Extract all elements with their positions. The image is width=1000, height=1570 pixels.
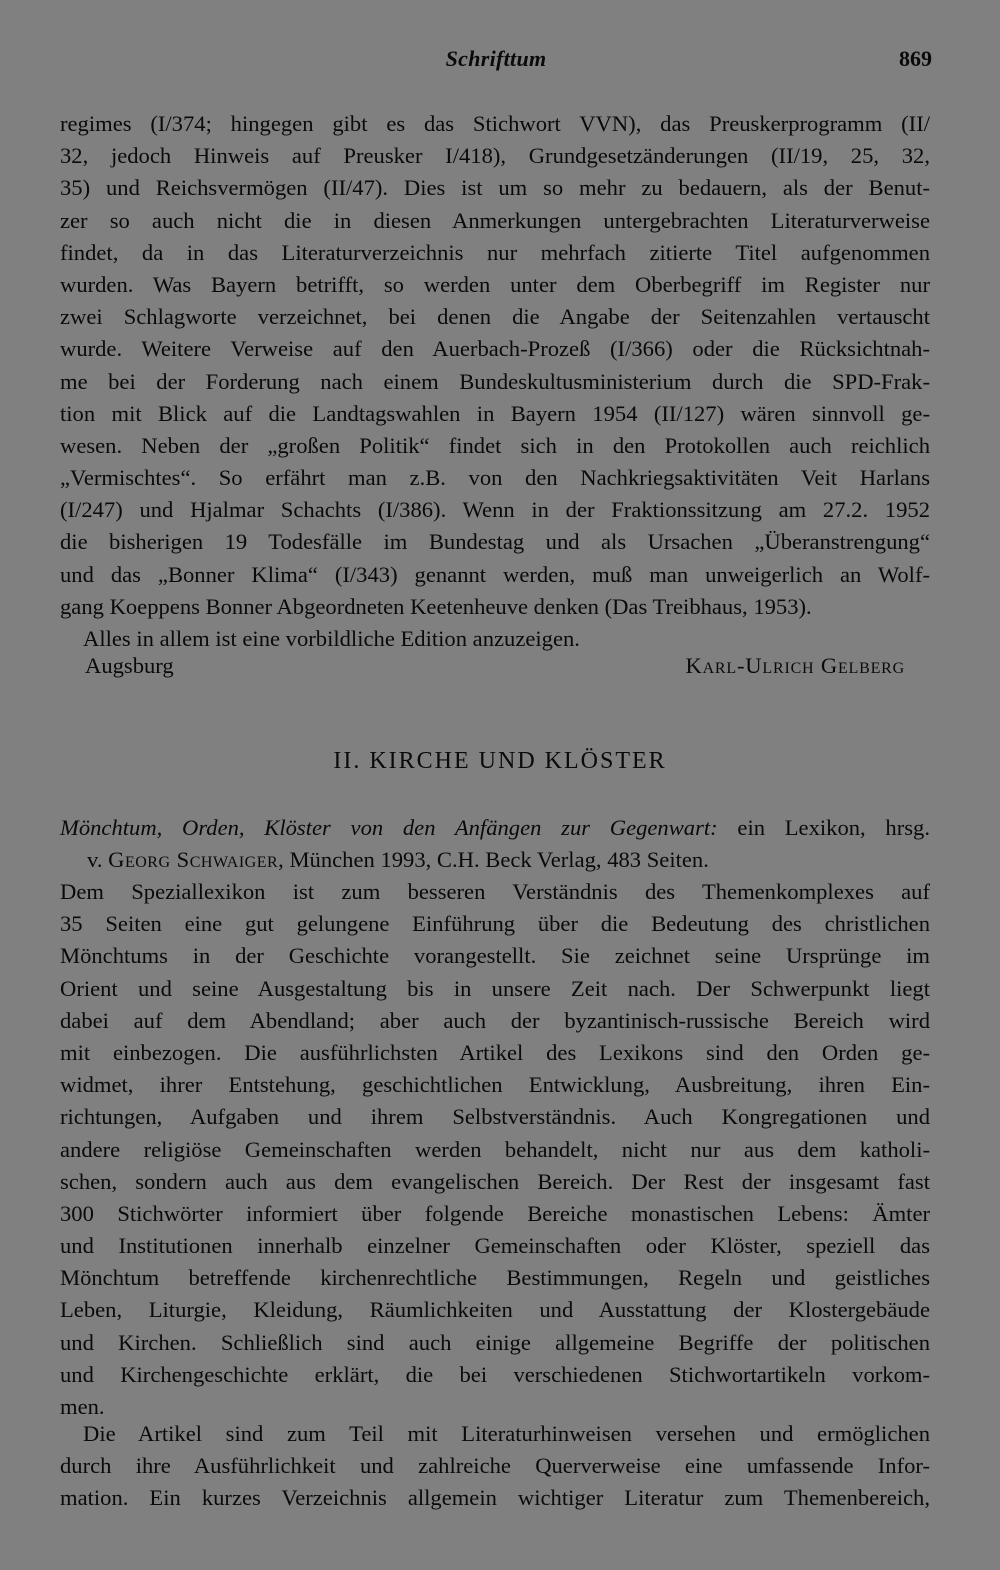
review-paragraph (60, 1418, 930, 1515)
book-title: Mönchtum, Orden, Klöster von den Anfängen zur Gegenwart: (60, 815, 718, 840)
text-line: 35 Seiten eine gut gelungene Einführung über die Bedeutung des christlichen (60, 911, 930, 937)
text-line: richtungen, Aufgaben und ihrem Selbstverständnis. Auch Kongregationen und (60, 1104, 930, 1130)
text-line: mation. Ein kurzes Verzeichnis allgemein wichtiger Literatur zum Themenbereich, (60, 1485, 930, 1511)
text-line: und Institutionen innerhalb einzelner Gemeinschaften oder Klöster, speziell das (60, 1233, 930, 1259)
text-line: 32, jedoch Hinweis auf Preusker I/418), Grundgesetzänderungen (II/19, 25, 32, (60, 143, 930, 169)
text-line: Mönchtums in der Geschichte vorangestellt. Sie zeichnet seine Ursprünge im (60, 943, 930, 969)
text-line: tion mit Blick auf die Landtagswahlen in Bayern 1954 (II/127) wären sinnvoll ge- (60, 400, 930, 426)
running-title: Schrifttum (445, 46, 547, 71)
text-line: die bisherigen 19 Todesfälle im Bundestag und als Ursachen „Überanstrengung“ (60, 529, 930, 555)
text-line: 300 Stichwörter informiert über folgende Bereiche monastischen Lebens: Ämter (60, 1200, 930, 1226)
signature-place: Augsburg (85, 653, 174, 678)
text-line: wurde. Weitere Verweise auf den Auerbach-Prozeß (I/366) oder die Rücksichtnah- (60, 336, 930, 362)
text-line: wurden. Was Bayern betrifft, so werden unter dem Oberbegriff im Register nur (60, 271, 930, 297)
text-line: 35) und Reichsvermögen (II/47). Dies ist um so mehr zu bedauern, als der Benut- (60, 175, 930, 201)
section-heading: II. KIRCHE UND KLÖSTER (333, 748, 667, 774)
citation-line (60, 812, 930, 844)
text-line: durch ihre Ausführlichkeit und zahlreiche Querverweise eine umfassende Infor- (60, 1453, 930, 1479)
citation-text: , München 1993, C.H. Beck Verlag, 483 Seiten. (278, 847, 709, 873)
text-line: dabei auf dem Abendland; aber auch der byzantinisch-russische Bereich wird (60, 1007, 930, 1033)
text-line: zer so auch nicht die in diesen Anmerkungen untergebrachten Literaturverweise (60, 207, 930, 233)
text-line: und das „Bonner Klima“ (I/343) genannt werden, muß man unweigerlich an Wolf- (60, 561, 930, 587)
text-line: Leben, Liturgie, Kleidung, Räumlichkeiten und Ausstattung der Klostergebäude (60, 1297, 930, 1323)
citation-text: ein Lexikon, hrsg. (717, 815, 930, 840)
review-paragraph (60, 876, 930, 1423)
text-line: widmet, ihrer Entstehung, geschichtlichen Entwicklung, Ausbreitung, ihren Ein- (60, 1072, 930, 1098)
text-line: regimes (I/374; hingegen gibt es das Stichwort VVN), das Preuskerprogramm (II/ (60, 111, 930, 136)
text-line: „Vermischtes“. So erfährt man z.B. von den Nachkriegsaktivitäten Veit Harlans (60, 465, 930, 491)
signature-author: Karl-Ulrich Gelberg (685, 653, 905, 678)
page-number: 869 (899, 46, 932, 71)
text-line: men. (60, 1394, 105, 1419)
text-line: findet, da in das Literaturverzeichnis nur mehrfach zitierte Titel aufgenommen (60, 239, 930, 265)
text-line: Mönchtum betreffende kirchenrechtliche Bestimmungen, Regeln und geistliches (60, 1265, 930, 1291)
text-line: wesen. Neben der „großen Politik“ findet sich in den Protokollen auch reichlich (60, 432, 930, 458)
text-line: Die Artikel sind zum Teil mit Literaturhinweisen versehen und ermöglichen (83, 1421, 930, 1446)
text-line: andere religiöse Gemeinschaften werden behandelt, nicht nur aus dem katholi- (60, 1136, 930, 1162)
text-line: (I/247) und Hjalmar Schachts (I/386). Wenn in der Fraktionssitzung am 27.2. 1952 (60, 497, 930, 523)
text-line: zwei Schlagworte verzeichnet, bei denen die Angabe der Seitenzahlen vertauscht (60, 304, 930, 330)
text-line: me bei der Forderung nach einem Bundeskultusministerium durch die SPD-Frak- (60, 368, 930, 394)
text-line: und Kirchengeschichte erklärt, die bei verschiedenen Stichwortartikeln vorkom- (60, 1361, 930, 1387)
book-citation (60, 812, 930, 876)
book-editor: Georg Schwaiger (108, 847, 279, 873)
text-line: schen, sondern auch aus dem evangelischen Bereich. Der Rest der insgesamt fast (60, 1168, 930, 1194)
review-signature (85, 650, 905, 682)
running-header (60, 46, 932, 78)
text-line: mit einbezogen. Die ausführlichsten Artikel des Lexikons sind den Orden ge- (60, 1039, 930, 1065)
review-text-continued (60, 108, 930, 655)
closing-line: Alles in allem ist eine vorbildliche Edition anzuzeigen. (83, 626, 580, 651)
citation-line (60, 844, 930, 876)
text-line: Orient und seine Ausgestaltung bis in unsere Zeit nach. Der Schwerpunkt liegt (60, 975, 930, 1001)
citation-text: v. (87, 847, 109, 873)
text-line: Dem Speziallexikon ist zum besseren Verständnis des Themenkomplexes auf (60, 879, 930, 904)
text-line: und Kirchen. Schließlich sind auch einige allgemeine Begriffe der politischen (60, 1329, 930, 1355)
text-line: gang Koeppens Bonner Abgeordneten Keetenheuve denken (Das Treibhaus, 1953). (60, 593, 812, 619)
